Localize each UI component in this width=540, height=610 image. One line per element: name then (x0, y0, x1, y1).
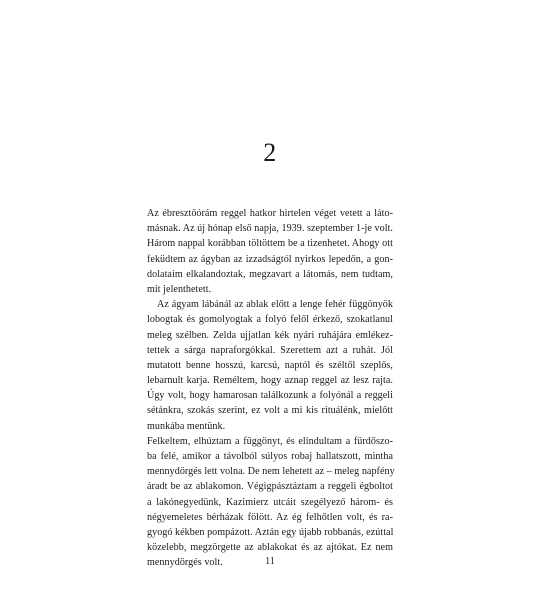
text-line: lobogtak és gomolyogtak a folyó felől érkező, szokatlanul (147, 314, 393, 326)
text-line: másnak. Az új hónap első napja, 1939. szeptember 1-je volt. (147, 223, 393, 235)
page-number: 11 (265, 556, 275, 567)
text-line: közelebb, megzörgette az ablakokat és az ajtókat. Ez nem (147, 542, 393, 554)
paragraph (147, 434, 393, 571)
text-line: sétánkra, szokás szerint, ez volt a mi kis rituálénk, mielőtt (147, 405, 393, 417)
text-line: mennydörgés volt. (147, 557, 223, 569)
body-text (147, 206, 393, 571)
text-line: mit jelenthetett. (147, 283, 212, 295)
text-line: feküdtem az ágyban az izzadságtól nyirkos lepedőn, a gon- (147, 253, 393, 265)
text-line: dolataim elkalandoztak, megzavart a látomás, nem tudtam, (147, 268, 393, 280)
text-line: munkába mentünk. (147, 420, 226, 432)
text-line: Úgy volt, hogy hamarosan találkozunk a folyónál a reggeli (147, 390, 393, 402)
text-line: Három nappal korábban töltöttem be a tizenhetet. Ahogy ott (147, 238, 393, 250)
text-line: négyemeletes bérházak fölött. Az ég felhőtlen volt, és ra- (147, 511, 393, 523)
paragraph (147, 206, 393, 297)
text-line: mennydörgés lett volna. De nem lehetett az – meleg napfény (147, 466, 395, 478)
text-line: lebarnult karja. Reméltem, hogy aznap reggel az lesz rajta. (147, 375, 393, 387)
text-line: ba felé, amikor a távolból súlyos robaj hallatszott, mintha (147, 451, 393, 462)
text-line: a lakónegyedünk, Kazimierz utcáit szegélyező három- és (147, 496, 393, 508)
text-line: Az ébresztőórám reggel hatkor hirtelen véget vetett a láto- (147, 208, 393, 219)
text-line: Az ágyam lábánál az ablak előtt a lenge fehér függönyök (157, 299, 393, 311)
paragraph (147, 297, 393, 434)
text-line: áradt be az ablakomon. Végigpásztáztam a reggeli égboltot (147, 481, 393, 493)
text-line: meleg szélben. Zelda ujjatlan kék nyári ruhájára emlékez- (147, 329, 393, 341)
text-line: mutatott benne hosszú, karcsú, naptól és széltől szeplős, (147, 359, 393, 371)
text-line: gyogó kékben pompázott. Aztán egy újabb robbanás, ezúttal (147, 526, 394, 538)
text-line: tettek a sárga napraforgókkal. Szerettem azt a ruhát. Jól (147, 344, 393, 356)
chapter-number: 2 (263, 138, 277, 167)
text-line: Felkeltem, elhúztam a függönyt, és elindultam a fürdőszo- (147, 435, 393, 447)
